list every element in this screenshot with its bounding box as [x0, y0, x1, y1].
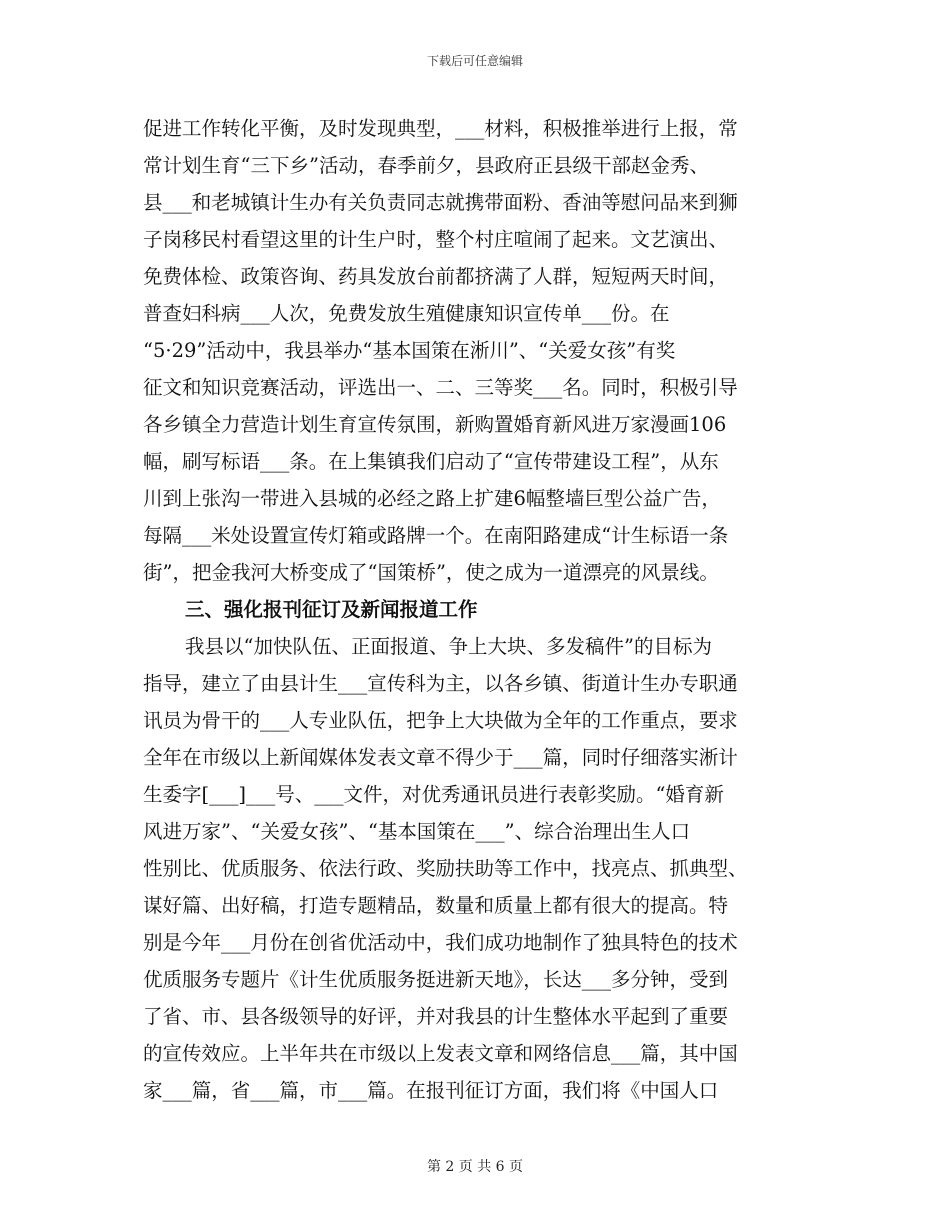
text-line: 街”，把金我河大桥变成了“国策桥”，使之成为一道漂亮的风景线。 [143, 561, 719, 584]
page-header-note: 下载后可任意编辑 [426, 54, 523, 68]
text-line: 谋好篇、出好稿，打造专题精品，数量和质量上都有很大的提高。特 [143, 894, 729, 917]
text-line: 的宣传效应。上半年共在市级以上发表文章和网络信息___篇，其中国 [143, 1042, 738, 1065]
text-line: 指导，建立了由县计生___宣传科为主，以各乡镇、街道计生办专职通 [143, 672, 738, 695]
text-line: 全年在市级以上新闻媒体发表文章不得少于___篇，同时仔细落实淅计 [143, 746, 738, 769]
text-line: 常计划生育“三下乡”活动，春季前夕，县政府正县级干部赵金秀、 [143, 154, 709, 177]
text-line: 川到上张沟一带进入县城的必经之路上扩建6幅整墙巨型公益广告， [143, 487, 721, 510]
text-line: 优质服务专题片《计生优质服务挺进新天地》，长达___多分钟，受到 [143, 968, 729, 991]
text-line: “5·29”活动中，我县举办“基本国策在淅川”、“关爱女孩”有奖 [143, 339, 676, 362]
text-line: 各乡镇全力营造计划生育宣传氛围，新购置婚育新风进万家漫画106 [143, 413, 727, 436]
text-line: 子岗移民村看望这里的计生户时，整个村庄喧闹了起来。文艺演出、 [143, 228, 729, 251]
text-line: 了省、市、县各级领导的好评，并对我县的计生整体水平起到了重要 [143, 1005, 729, 1028]
page-number: 第 2 页 共 6 页 [426, 1159, 524, 1175]
text-line: 免费体检、政策咨询、药具发放台前都挤满了人群，短短两天时间， [143, 265, 729, 288]
document-body [143, 110, 813, 1109]
text-line: 征文和知识竞赛活动，评选出一、二、三等奖___名。同时，积极引导 [143, 376, 738, 399]
text-line: 别是今年___月份在创省优活动中，我们成功地制作了独具特色的技术 [143, 931, 738, 954]
text-line: 性别比、优质服务、依法行政、奖励扶助等工作中，找亮点、抓典型、 [143, 857, 748, 880]
text-line: 风进万家”、“关爱女孩”、“基本国策在___”、综合治理出生人口 [143, 820, 691, 843]
text-line: 促进工作转化平衡，及时发现典型，___材料，积极推举进行上报，常 [143, 117, 738, 140]
text-line: 讯员为骨干的___人专业队伍，把争上大块做为全年的工作重点，要求 [143, 709, 738, 732]
text-line: 家___篇，省___篇，市___篇。在报刊征订方面，我们将《中国人口 [143, 1079, 719, 1102]
text-line: 县___和老城镇计生办有关负责同志就携带面粉、香油等慰问品来到狮 [143, 191, 738, 214]
text-line: 每隔___米处设置宣传灯箱或路牌一个。在南阳路建成“计生标语一条 [143, 524, 729, 547]
paragraph-first-line: 我县以“加快队伍、正面报道、争上大块、多发稿件”的目标为 [185, 635, 712, 658]
text-line: 幅，刷写标语___条。在上集镇我们启动了“宣传带建设工程”，从东 [143, 450, 719, 473]
section-heading: 三、强化报刊征订及新闻报道工作 [185, 598, 478, 621]
text-line: 普查妇科病___人次，免费发放生殖健康知识宣传单___份。在 [143, 302, 670, 325]
text-line: 生委字[___]___号、___文件，对优秀通讯员进行表彰奖励。“婚育新 [143, 783, 724, 806]
